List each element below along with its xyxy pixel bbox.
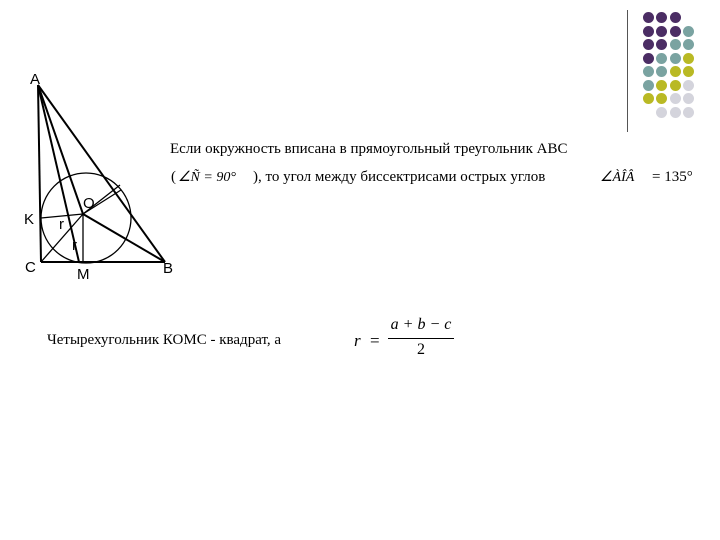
formula-equals: = — [370, 331, 380, 350]
point-b-label: B — [163, 260, 174, 277]
point-a-label: A — [30, 71, 41, 88]
angle-aia-expression: ∠ÀÎÂ — [600, 170, 635, 185]
bisector-a — [38, 85, 83, 214]
angle-n-expression: ∠Ñ = 90° — [178, 170, 236, 185]
statement-line-1: Если окружность вписана в прямоугольный треугольник ABC — [170, 141, 568, 157]
point-m-label: M — [77, 266, 90, 283]
formula-numerator: a + b − c — [390, 316, 452, 333]
side-ab — [38, 85, 165, 262]
radius-label-1: r — [59, 216, 64, 233]
formula-fraction-bar — [388, 338, 454, 339]
statement-line-2-open: ( — [171, 169, 176, 185]
radius-label-2: r — [72, 237, 77, 254]
statement-line-2-close: ), то угол между биссектрисами острых углов — [253, 169, 546, 185]
formula-lhs: r — [354, 331, 361, 350]
bisector-b — [83, 214, 165, 262]
point-k-label: K — [24, 211, 35, 228]
point-o-label: O — [83, 195, 95, 212]
point-c-label: C — [25, 259, 36, 276]
formula-denominator: 2 — [417, 341, 425, 358]
side-ac — [38, 85, 41, 262]
angle-value: = 135° — [652, 169, 693, 185]
statement-line-3: Четырехугольник КОМС - квадрат, а — [47, 332, 282, 348]
